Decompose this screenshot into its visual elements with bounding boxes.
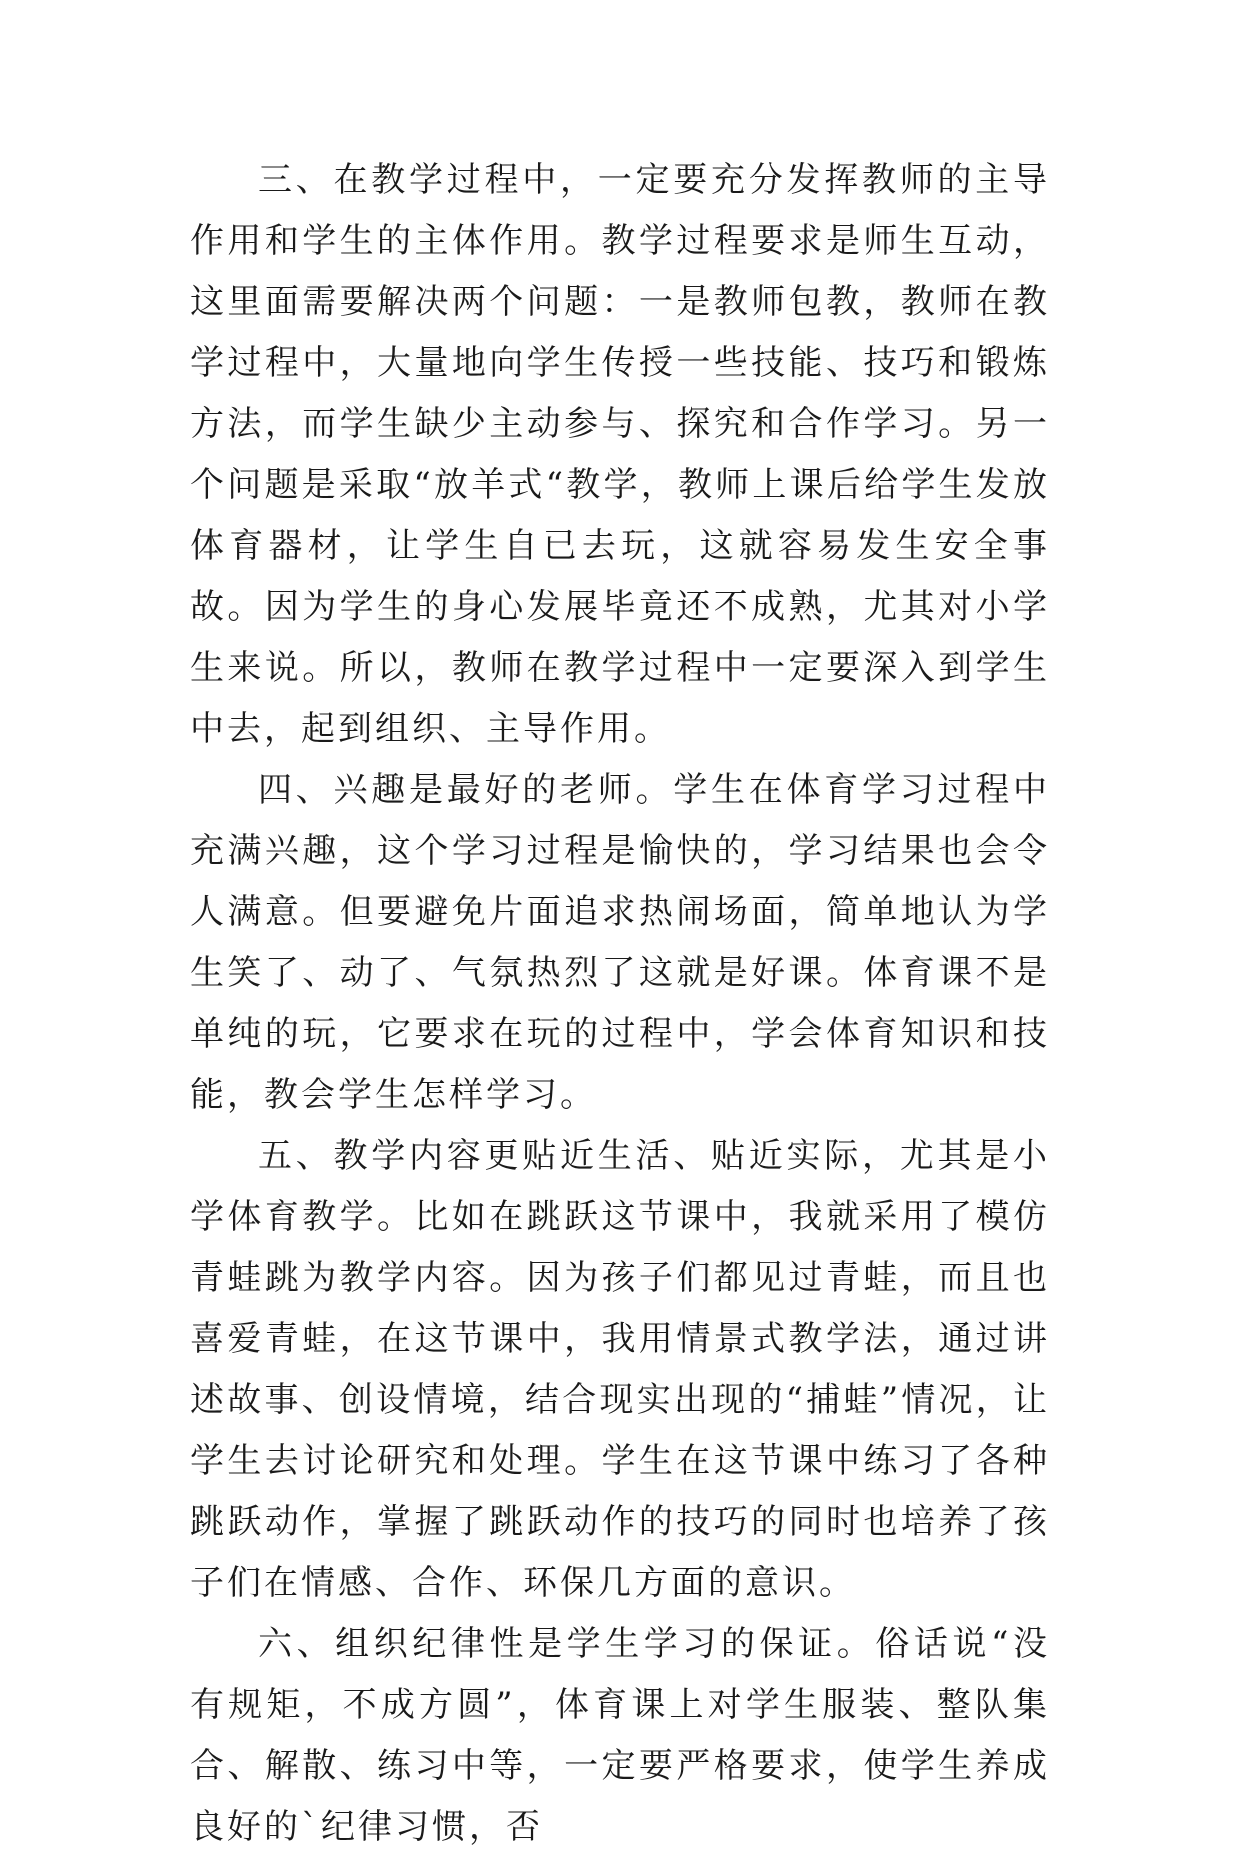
document-body	[190, 150, 1050, 1858]
paragraph-six: 六、组织纪律性是学生学习的保证。俗话说“没有规矩，不成方圆”，体育课上对学生服装、整队集合、解散、练习中等，一定要严格要求，使学生养成良好的`纪律习惯，否	[190, 1624, 1050, 1847]
paragraph-five: 五、教学内容更贴近生活、贴近实际，尤其是小学体育教学。比如在跳跃这节课中，我就采用了模仿青蛙跳为教学内容。因为孩子们都见过青蛙，而且也喜爱青蛙，在这节课中，我用情景式教学法，通过讲述故事、创设情境，结合现实出现的“捕蛙”情况，让学生去讨论研究和处理。学生在这节课中练习了各种跳跃动作，掌握了跳跃动作的技巧的同时也培养了孩子们在情感、合作、环保几方面的意识。	[190, 1136, 1050, 1603]
paragraph-three: 三、在教学过程中，一定要充分发挥教师的主导作用和学生的主体作用。教学过程要求是师生互动，这里面需要解决两个问题：一是教师包教，教师在教学过程中，大量地向学生传授一些技能、技巧和锻炼方法，而学生缺少主动参与、探究和合作学习。另一个问题是采取“放羊式“教学，教师上课后给学生发放体育器材，让学生自已去玩，这就容易发生安全事故。因为学生的身心发展毕竟还不成熟，尤其对小学生来说。所以，教师在教学过程中一定要深入到学生中去，起到组织、主导作用。	[190, 160, 1050, 749]
paragraph-four: 四、兴趣是最好的老师。学生在体育学习过程中充满兴趣，这个学习过程是愉快的，学习结果也会令人满意。但要避免片面追求热闹场面，简单地认为学生笑了、动了、气氛热烈了这就是好课。体育课不是单纯的玩，它要求在玩的过程中，学会体育知识和技能，教会学生怎样学习。	[190, 770, 1050, 1115]
